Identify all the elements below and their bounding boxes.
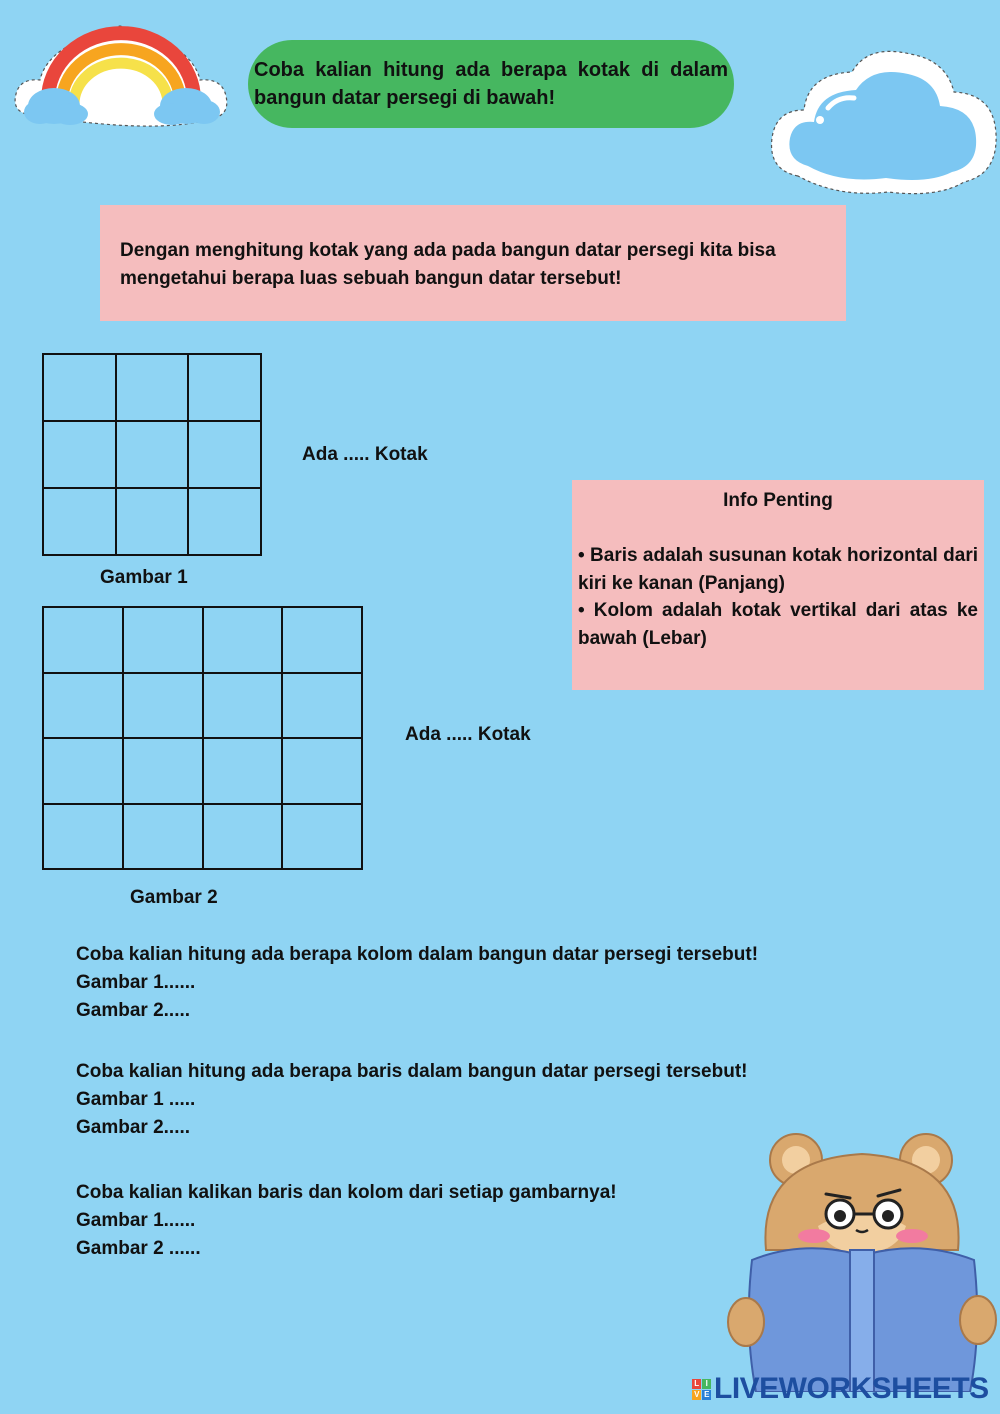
grid-cell [203,738,283,804]
logo-letter: V [692,1390,701,1400]
grid-cell [188,354,261,421]
grid-cell [123,673,203,739]
grid-cell [116,354,189,421]
rainbow-sticker-icon [8,14,233,132]
logo-letter: L [692,1379,701,1389]
answer-line: Gambar 2..... [76,1117,191,1138]
grid-cell [43,738,123,804]
grid-cell [282,607,362,673]
liveworksheets-logo-icon [692,1379,711,1400]
info-item-kolom: • Kolom adalah kotak vertikal dari atas ke bawah (Lebar) [578,600,978,649]
grid-cell [43,804,123,870]
answer-line: Gambar 1...... [76,972,196,993]
grid-cell [123,738,203,804]
square-grid-figure-2 [42,606,363,870]
grid-cell [43,488,116,555]
answer-line: Gambar 2 ...... [76,1238,201,1259]
logo-letter: I [702,1379,711,1389]
figure-1-caption: Gambar 1 [100,567,188,588]
grid-cell [116,488,189,555]
figure-1-answer-line: Ada ..... Kotak [302,444,428,465]
figure-2-answer-line: Ada ..... Kotak [405,724,531,745]
figure-2-caption: Gambar 2 [130,887,218,908]
grid-cell [282,804,362,870]
answer-line: Gambar 1...... [76,1210,196,1231]
liveworksheets-watermark [692,1372,989,1406]
logo-letter: E [702,1390,711,1400]
grid-cell [43,607,123,673]
grid-cell [188,421,261,488]
answer-line: Gambar 1 ..... [76,1089,196,1110]
question-columns [76,941,758,1025]
instruction-text: Coba kalian hitung ada berapa kotak di dalam bangun datar persegi di bawah! [254,59,728,109]
grid-cell [203,607,283,673]
info-box [572,480,984,690]
answer-line: Gambar 2..... [76,1000,191,1021]
grid-cell [188,488,261,555]
grid-cell [43,421,116,488]
grid-cell [116,421,189,488]
grid-cell [282,738,362,804]
question-prompt: Coba kalian hitung ada berapa kolom dalam bangun datar persegi tersebut! [76,944,759,965]
question-rows [76,1058,748,1142]
question-prompt: Coba kalian hitung ada berapa baris dalam bangun datar persegi tersebut! [76,1061,748,1082]
grid-cell [123,607,203,673]
grid-cell [203,673,283,739]
question-multiply [76,1179,617,1263]
cloud-sticker-icon [768,38,1000,200]
intro-text: Dengan menghitung kotak yang ada pada bangun datar persegi kita bisa mengetahui berapa luas sebuah bangun datar tersebut! [120,240,776,289]
grid-cell [203,804,283,870]
instruction-banner [248,40,734,128]
grid-cell [43,354,116,421]
grid-cell [43,673,123,739]
info-title: Info Penting [723,490,833,511]
bear-reading-book-icon [722,1130,1000,1392]
question-prompt: Coba kalian kalikan baris dan kolom dari setiap gambarnya! [76,1182,617,1203]
grid-cell [123,804,203,870]
info-item-baris: • Baris adalah susunan kotak horizontal dari kiri ke kanan (Panjang) [578,545,978,594]
square-grid-figure-1 [42,353,262,556]
grid-cell [282,673,362,739]
intro-box [100,205,846,321]
watermark-text: LIVEWORKSHEETS [714,1372,989,1405]
